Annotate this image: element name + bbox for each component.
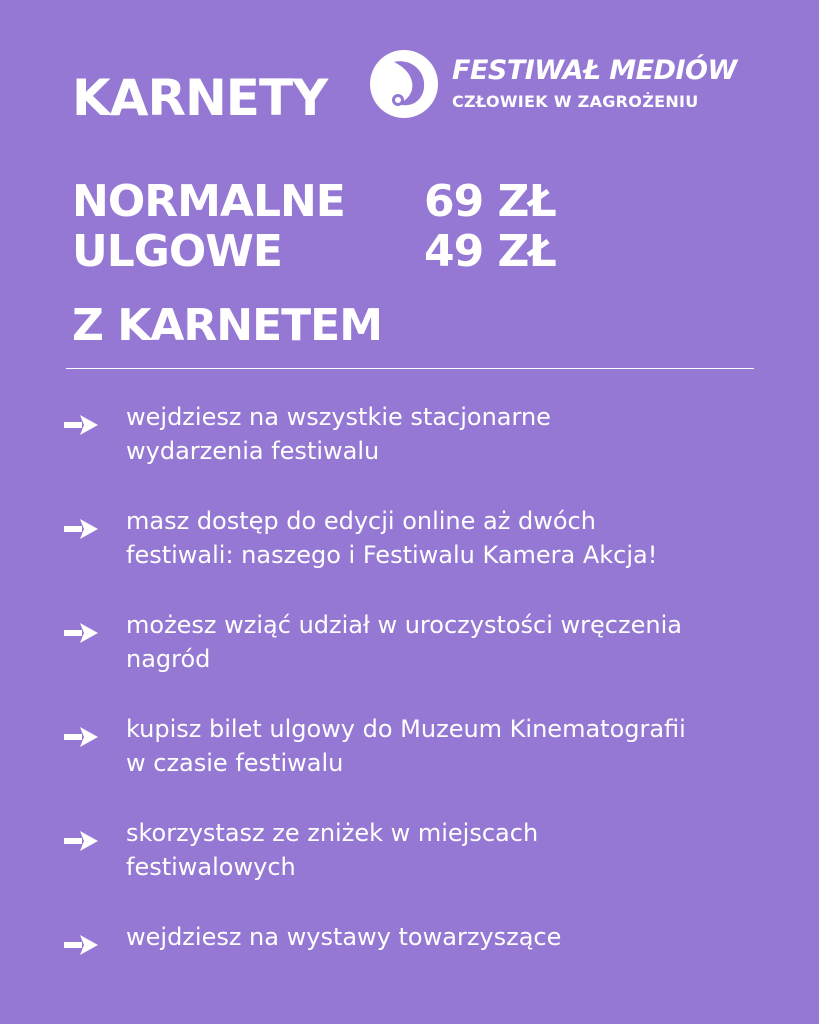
benefits-list <box>60 400 800 1024</box>
benefit-text: skorzystasz ze zniżek w miejscach festiwalowych <box>126 819 539 881</box>
arrow-right-icon <box>64 830 100 852</box>
divider <box>66 368 754 369</box>
list-item <box>60 712 800 780</box>
logo-name: FESTIWAŁ MEDIÓW <box>452 55 737 86</box>
price-value: 69 ZŁ <box>424 176 556 227</box>
arrow-right-icon <box>64 622 100 644</box>
list-item <box>60 608 800 676</box>
price-value: 49 ZŁ <box>424 226 556 277</box>
price-label: ULGOWE <box>72 226 282 277</box>
benefit-text: kupisz bilet ulgowy do Muzeum Kinematografii w czasie festiwalu <box>126 715 686 777</box>
benefit-text: wejdziesz na wszystkie stacjonarne wydarzenia festiwalu <box>126 403 551 465</box>
benefit-text: wejdziesz na wystawy towarzyszące <box>126 923 562 951</box>
list-item <box>60 504 800 572</box>
arrow-right-icon <box>64 934 100 956</box>
price-row-reduced <box>72 226 592 278</box>
benefit-text: możesz wziąć udział w uroczystości wręczenia nagród <box>126 611 682 673</box>
price-row-normal <box>72 176 592 228</box>
price-label: NORMALNE <box>72 176 345 227</box>
arrow-right-icon <box>64 414 100 436</box>
list-item <box>60 816 800 884</box>
list-item <box>60 920 800 988</box>
logo-tagline: CZŁOWIEK W ZAGROŻENIU <box>452 92 699 111</box>
page-title: KARNETY <box>72 69 328 127</box>
circle-swirl-logo-icon <box>368 48 440 120</box>
festival-logo <box>368 48 758 128</box>
benefits-heading: Z KARNETEM <box>72 300 382 351</box>
benefit-text: masz dostęp do edycji online aż dwóch festiwali: naszego i Festiwalu Kamera Akcja! <box>126 507 658 569</box>
arrow-right-icon <box>64 518 100 540</box>
arrow-right-icon <box>64 726 100 748</box>
list-item <box>60 400 800 468</box>
